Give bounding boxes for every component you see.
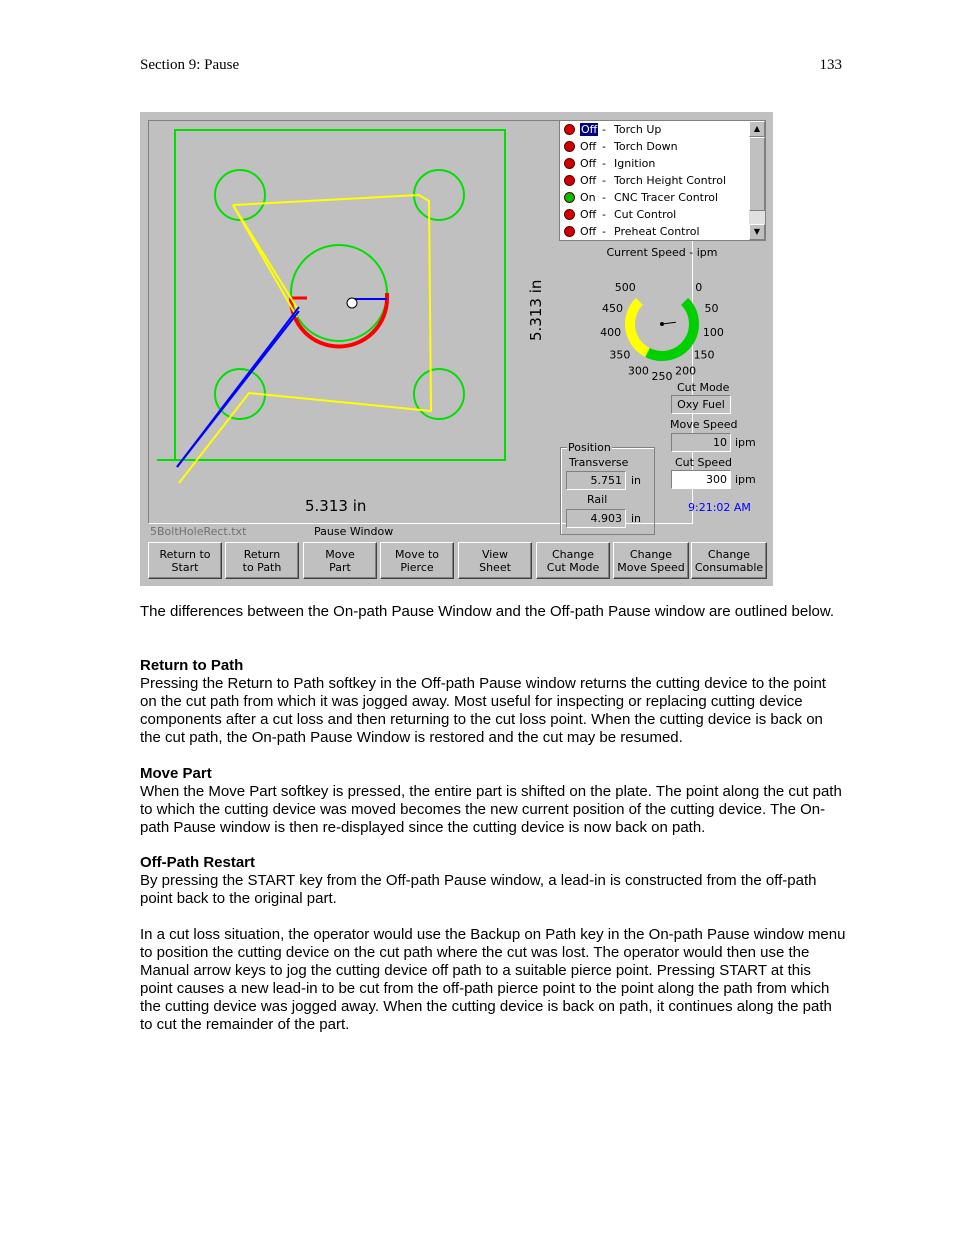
- status-dot-icon: [564, 226, 575, 237]
- view-sheet-button[interactable]: View Sheet: [458, 542, 532, 579]
- position-group: [560, 441, 655, 535]
- io-separator: -: [602, 208, 606, 221]
- torch-cursor-icon: [347, 298, 357, 308]
- io-separator: -: [602, 225, 606, 238]
- dimension-vertical: 5.313 in: [527, 279, 545, 341]
- io-list-item[interactable]: [564, 122, 748, 139]
- status-dot-icon: [564, 141, 575, 152]
- io-separator: -: [602, 174, 606, 187]
- speed-gauge: [556, 246, 768, 386]
- cut-mode-label: Cut Mode: [677, 381, 730, 394]
- gauge-tick-label: 200: [675, 364, 697, 378]
- cut-speed-label: Cut Speed: [675, 456, 732, 469]
- io-state: Off: [581, 123, 598, 136]
- dimension-horizontal: 5.313 in: [305, 497, 367, 515]
- io-name: Torch Down: [614, 140, 678, 153]
- traverse-path-yellow-3: [233, 205, 299, 311]
- gauge-hub: [660, 322, 664, 326]
- io-state: Off: [580, 225, 597, 238]
- gauge-tick-label: 400: [600, 326, 622, 340]
- move-speed-field[interactable]: 10: [671, 433, 731, 452]
- io-name: CNC Tracer Control: [614, 191, 719, 204]
- io-list-item[interactable]: [564, 156, 748, 173]
- cut-path-red: [291, 293, 387, 347]
- gauge-title: Current Speed - ipm: [606, 246, 718, 259]
- paragraph-move-part: When the Move Part softkey is pressed, the entire part is shifted on the plate. The point along the cut path to which the cutting device was moved becomes the new current position of the cutting device. The On-path Pause window is then re-displayed since the cutting device is now back on path.: [140, 783, 842, 836]
- move-to-pierce-button[interactable]: Move to Pierce: [380, 542, 454, 579]
- intro-paragraph: The differences between the On-path Pause Window and the Off-path Pause window are outlined below.: [140, 603, 835, 620]
- transverse-label: Transverse: [569, 456, 629, 469]
- io-name: Cut Control: [614, 208, 677, 221]
- gauge-needle: [662, 322, 676, 324]
- io-list-scrollbar[interactable]: [749, 121, 765, 240]
- status-dot-icon: [564, 124, 575, 135]
- io-state: Off: [580, 208, 597, 221]
- gauge-arc-remaining: [630, 301, 647, 352]
- position-label: Position: [568, 441, 611, 454]
- plate-outline: [175, 130, 505, 460]
- move-speed-unit: ipm: [735, 436, 756, 449]
- gauge-arc-current: [647, 301, 694, 356]
- rail-unit: in: [631, 512, 642, 525]
- io-separator: -: [602, 157, 606, 170]
- heading-off-path-restart: Off-Path Restart: [140, 854, 256, 871]
- bolt-hole-top-right: [414, 170, 464, 220]
- scroll-down-icon[interactable]: ▼: [749, 224, 765, 240]
- cut-speed-unit: ipm: [735, 473, 756, 486]
- return-to-path-button[interactable]: Return to Path: [225, 542, 299, 579]
- gauge-tick-label: 50: [704, 301, 719, 315]
- gauge-tick-label: 250: [651, 370, 673, 383]
- move-part-button[interactable]: Move Part: [303, 542, 377, 579]
- bolt-hole-top-left: [215, 170, 265, 220]
- io-list-item[interactable]: [564, 190, 748, 207]
- gauge-tick-label: 300: [627, 364, 649, 378]
- gauge-tick-label: 0: [695, 281, 703, 295]
- gauge-dial: [556, 260, 768, 385]
- scroll-thumb[interactable]: [749, 137, 765, 211]
- file-name: 5BoltHoleRect.txt: [150, 525, 247, 538]
- clock-time: 9:21:02 AM: [688, 501, 751, 514]
- transverse-field: 5.751: [566, 471, 626, 490]
- io-separator: -: [602, 191, 606, 204]
- scroll-up-icon[interactable]: ▲: [749, 121, 765, 137]
- gauge-tick-label: 150: [693, 348, 715, 362]
- io-status-list[interactable]: [559, 120, 766, 241]
- status-dot-icon: [564, 158, 575, 169]
- status-dot-icon: [564, 192, 575, 203]
- paragraph-off-path-restart: By pressing the START key from the Off-path Pause window, a lead-in is constructed from the off-path point back to the original part.: [140, 872, 817, 907]
- change-move-speed-button[interactable]: Change Move Speed: [613, 542, 689, 579]
- center-hole: [291, 245, 387, 341]
- io-name: Preheat Control: [614, 225, 700, 238]
- io-name: Torch Up: [614, 123, 662, 136]
- heading-move-part: Move Part: [140, 765, 212, 782]
- status-dot-icon: [564, 175, 575, 186]
- io-list-item[interactable]: [564, 207, 748, 224]
- change-consumable-button[interactable]: Change Consumable: [691, 542, 767, 579]
- change-cut-mode-button[interactable]: Change Cut Mode: [536, 542, 610, 579]
- io-state: Off: [580, 140, 597, 153]
- traverse-path-yellow-2: [179, 195, 431, 483]
- paragraph-return-to-path: Pressing the Return to Path softkey in the Off-path Pause window returns the cutting device to the point on the cut path from which it was jogged away. Most useful for inspecting or replacing cutting device components after a cut loss and then returning to the cut loss point. When the cutting device is back on the cut path, the On-path Pause Window is restored and the cut may be resumed.: [140, 675, 826, 746]
- heading-return-to-path: Return to Path: [140, 657, 244, 674]
- io-state: On: [580, 191, 596, 204]
- return-to-start-button[interactable]: Return to Start: [148, 542, 222, 579]
- gauge-tick-label: 450: [602, 301, 624, 315]
- gauge-tick-label: 100: [702, 326, 724, 340]
- move-speed-label: Move Speed: [670, 418, 738, 431]
- jog-path-blue-2: [177, 311, 299, 467]
- io-name: Torch Height Control: [614, 174, 726, 187]
- gauge-tick-label: 500: [614, 281, 636, 295]
- pause-window-screenshot: [140, 112, 773, 586]
- gauge-tick-label: 350: [609, 348, 631, 362]
- rail-label: Rail: [587, 493, 608, 506]
- paragraph-cut-loss: In a cut loss situation, the operator would use the Backup on Path key in the On-path Pause window menu to position the cutting device on the cut path where the cut was lost. The operator would then use the Manual arrow keys to jog the cutting device off path to a suitable pierce point. Pressing START at this point causes a new lead-in to be cut from the off-path pierce point to the point along the path from which the cutting device was jogged away. When the cutting device is back on path, it continues along the path to cut the remainder of the part.: [140, 926, 846, 1033]
- io-separator: -: [602, 140, 606, 153]
- io-list-item[interactable]: [564, 139, 748, 156]
- io-state: Off: [580, 174, 597, 187]
- window-name: Pause Window: [314, 525, 394, 538]
- rail-field: 4.903: [566, 509, 626, 528]
- bolt-hole-bottom-right: [414, 369, 464, 419]
- cut-speed-field[interactable]: 300: [671, 470, 731, 489]
- io-name: Ignition: [614, 157, 656, 170]
- io-state: Off: [580, 157, 597, 170]
- status-dot-icon: [564, 209, 575, 220]
- io-list-item[interactable]: [564, 173, 748, 190]
- io-list-item[interactable]: [564, 224, 748, 241]
- io-separator: -: [602, 123, 606, 136]
- page-number: 133: [819, 57, 842, 73]
- transverse-unit: in: [631, 474, 642, 487]
- cut-mode-field: Oxy Fuel: [671, 395, 731, 414]
- section-header: Section 9: Pause: [140, 57, 240, 73]
